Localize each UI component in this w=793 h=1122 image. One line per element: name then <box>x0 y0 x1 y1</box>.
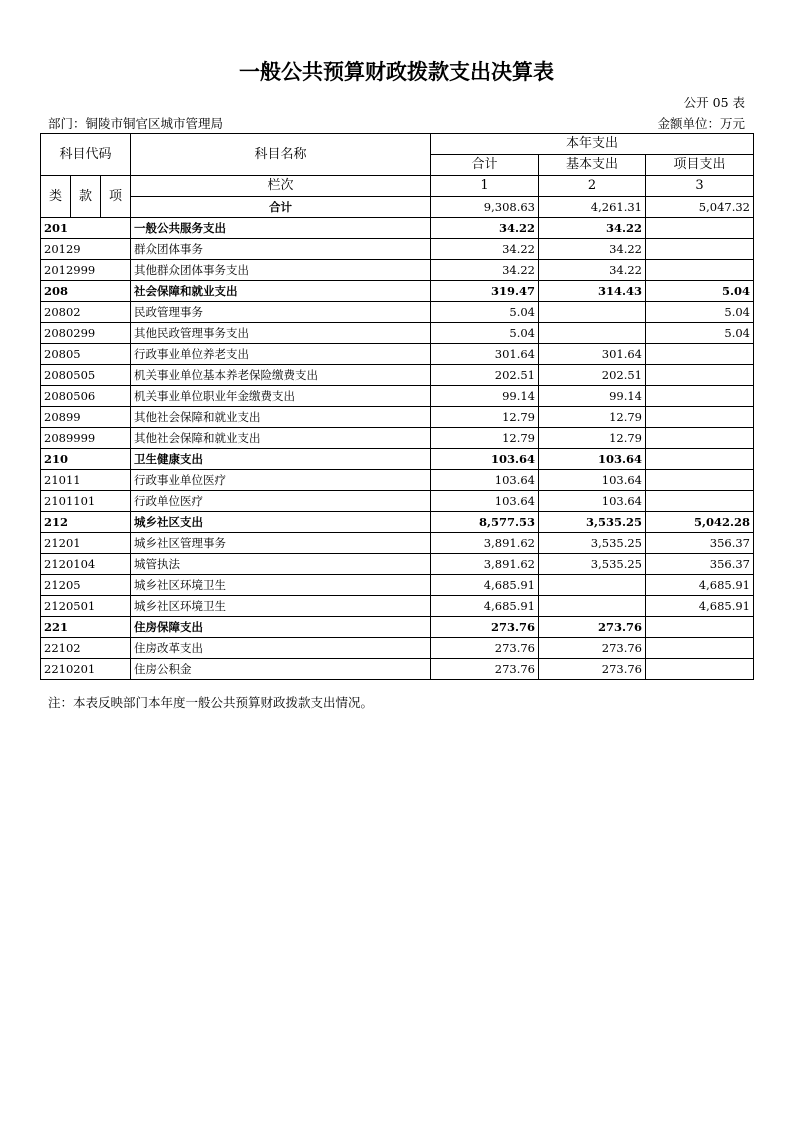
table-row <box>41 638 754 659</box>
row-total: 34.22 <box>431 239 539 260</box>
expense-table <box>40 133 754 680</box>
table-row <box>41 218 754 239</box>
row-project <box>646 428 754 449</box>
department-label: 部门：铜陵市铜官区城市管理局 <box>48 116 224 131</box>
row-name: 民政管理事务 <box>131 302 431 323</box>
row-name: 城乡社区管理事务 <box>131 533 431 554</box>
row-code: 210 <box>41 449 131 470</box>
row-project <box>646 449 754 470</box>
row-name: 其他社会保障和就业支出 <box>131 407 431 428</box>
row-project <box>646 638 754 659</box>
header-code: 科目代码 <box>41 134 131 176</box>
row-code: 20802 <box>41 302 131 323</box>
row-project: 5,042.28 <box>646 512 754 533</box>
row-name: 住房改革支出 <box>131 638 431 659</box>
row-basic: 273.76 <box>539 617 646 638</box>
row-total: 99.14 <box>431 386 539 407</box>
row-total: 273.76 <box>431 659 539 680</box>
row-total: 12.79 <box>431 407 539 428</box>
row-name: 城乡社区支出 <box>131 512 431 533</box>
page-title: 一般公共预算财政拨款支出决算表 <box>239 60 554 84</box>
header-col2: 2 <box>539 176 646 197</box>
row-code: 22102 <box>41 638 131 659</box>
header-year-expense: 本年支出 <box>431 134 754 155</box>
row-basic: 314.43 <box>539 281 646 302</box>
row-basic: 34.22 <box>539 239 646 260</box>
row-project: 356.37 <box>646 554 754 575</box>
row-project: 356.37 <box>646 533 754 554</box>
row-code: 2080299 <box>41 323 131 344</box>
row-total: 5.04 <box>431 323 539 344</box>
row-code: 2080505 <box>41 365 131 386</box>
row-project: 4,685.91 <box>646 596 754 617</box>
row-name: 卫生健康支出 <box>131 449 431 470</box>
row-code: 2101101 <box>41 491 131 512</box>
row-project: 5.04 <box>646 281 754 302</box>
form-number: 公开 05 表 <box>683 95 745 110</box>
row-code: 20129 <box>41 239 131 260</box>
row-code: 2012999 <box>41 260 131 281</box>
row-project: 5.04 <box>646 323 754 344</box>
row-name: 城管执法 <box>131 554 431 575</box>
row-total: 3,891.62 <box>431 533 539 554</box>
table-row <box>41 470 754 491</box>
row-basic: 12.79 <box>539 407 646 428</box>
row-project <box>646 659 754 680</box>
row-total: 301.64 <box>431 344 539 365</box>
row-code: 20805 <box>41 344 131 365</box>
row-basic <box>539 323 646 344</box>
table-row <box>41 407 754 428</box>
row-total: 103.64 <box>431 491 539 512</box>
row-total: 319.47 <box>431 281 539 302</box>
table-row <box>41 365 754 386</box>
row-project <box>646 218 754 239</box>
row-project <box>646 239 754 260</box>
row-basic: 273.76 <box>539 659 646 680</box>
row-code: 21011 <box>41 470 131 491</box>
table-row <box>41 533 754 554</box>
row-code: 21201 <box>41 533 131 554</box>
row-name: 其他群众团体事务支出 <box>131 260 431 281</box>
row-code: 2120501 <box>41 596 131 617</box>
row-basic: 3,535.25 <box>539 533 646 554</box>
row-basic: 3,535.25 <box>539 512 646 533</box>
row-total: 103.64 <box>431 470 539 491</box>
row-project <box>646 260 754 281</box>
row-name: 住房公积金 <box>131 659 431 680</box>
row-project <box>646 365 754 386</box>
footnote: 注：本表反映部门本年度一般公共预算财政拨款支出情况。 <box>48 695 374 710</box>
row-name: 其他民政管理事务支出 <box>131 323 431 344</box>
row-code: 2210201 <box>41 659 131 680</box>
header-column-no: 栏次 <box>131 176 431 197</box>
header-kuan: 款 <box>71 176 101 218</box>
row-project <box>646 344 754 365</box>
row-basic <box>539 575 646 596</box>
header-name: 科目名称 <box>131 134 431 176</box>
row-total: 273.76 <box>431 638 539 659</box>
row-code: 2120104 <box>41 554 131 575</box>
row-name: 机关事业单位职业年金缴费支出 <box>131 386 431 407</box>
row-code: 2089999 <box>41 428 131 449</box>
row-total: 273.76 <box>431 617 539 638</box>
row-name: 其他社会保障和就业支出 <box>131 428 431 449</box>
row-basic: 103.64 <box>539 470 646 491</box>
table-row <box>41 596 754 617</box>
row-name: 行政单位医疗 <box>131 491 431 512</box>
table-row <box>41 617 754 638</box>
row-total: 4,685.91 <box>431 596 539 617</box>
table-row <box>41 344 754 365</box>
row-project <box>646 470 754 491</box>
row-code: 20899 <box>41 407 131 428</box>
row-project <box>646 617 754 638</box>
row-basic: 34.22 <box>539 260 646 281</box>
row-name: 群众团体事务 <box>131 239 431 260</box>
table-row <box>41 323 754 344</box>
table-row <box>41 512 754 533</box>
row-total: 202.51 <box>431 365 539 386</box>
row-name: 机关事业单位基本养老保险缴费支出 <box>131 365 431 386</box>
header-total: 合计 <box>431 155 539 176</box>
row-basic: 12.79 <box>539 428 646 449</box>
row-basic <box>539 302 646 323</box>
header-lei: 类 <box>41 176 71 218</box>
table-row <box>41 260 754 281</box>
row-basic: 301.64 <box>539 344 646 365</box>
header-col3: 3 <box>646 176 754 197</box>
row-total: 5.04 <box>431 302 539 323</box>
row-name: 城乡社区环境卫生 <box>131 596 431 617</box>
row-name: 社会保障和就业支出 <box>131 281 431 302</box>
row-code: 208 <box>41 281 131 302</box>
header-basic: 基本支出 <box>539 155 646 176</box>
header-project: 项目支出 <box>646 155 754 176</box>
table-row <box>41 659 754 680</box>
table-row <box>41 428 754 449</box>
table-row <box>41 239 754 260</box>
sum-project: 5,047.32 <box>646 197 754 218</box>
row-basic: 3,535.25 <box>539 554 646 575</box>
row-project: 5.04 <box>646 302 754 323</box>
row-code: 21205 <box>41 575 131 596</box>
header-xiang: 项 <box>101 176 131 218</box>
row-total: 34.22 <box>431 218 539 239</box>
row-name: 一般公共服务支出 <box>131 218 431 239</box>
row-code: 221 <box>41 617 131 638</box>
row-basic: 103.64 <box>539 449 646 470</box>
sum-total: 9,308.63 <box>431 197 539 218</box>
table-row <box>41 281 754 302</box>
row-total: 103.64 <box>431 449 539 470</box>
table-row <box>41 575 754 596</box>
row-project <box>646 407 754 428</box>
sum-label: 合计 <box>131 197 431 218</box>
row-code: 201 <box>41 218 131 239</box>
row-total: 34.22 <box>431 260 539 281</box>
table-row <box>41 491 754 512</box>
row-basic: 34.22 <box>539 218 646 239</box>
header-col1: 1 <box>431 176 539 197</box>
row-code: 212 <box>41 512 131 533</box>
row-basic: 103.64 <box>539 491 646 512</box>
row-total: 4,685.91 <box>431 575 539 596</box>
unit-label: 金额单位：万元 <box>657 116 745 131</box>
row-project <box>646 386 754 407</box>
table-row <box>41 449 754 470</box>
row-name: 行政事业单位医疗 <box>131 470 431 491</box>
row-total: 8,577.53 <box>431 512 539 533</box>
row-total: 12.79 <box>431 428 539 449</box>
row-basic: 202.51 <box>539 365 646 386</box>
table-row <box>41 386 754 407</box>
row-name: 城乡社区环境卫生 <box>131 575 431 596</box>
row-project <box>646 491 754 512</box>
row-basic: 99.14 <box>539 386 646 407</box>
sum-basic: 4,261.31 <box>539 197 646 218</box>
row-basic: 273.76 <box>539 638 646 659</box>
row-basic <box>539 596 646 617</box>
row-total: 3,891.62 <box>431 554 539 575</box>
table-row <box>41 554 754 575</box>
row-name: 住房保障支出 <box>131 617 431 638</box>
row-project: 4,685.91 <box>646 575 754 596</box>
row-name: 行政事业单位养老支出 <box>131 344 431 365</box>
table-row <box>41 302 754 323</box>
row-code: 2080506 <box>41 386 131 407</box>
